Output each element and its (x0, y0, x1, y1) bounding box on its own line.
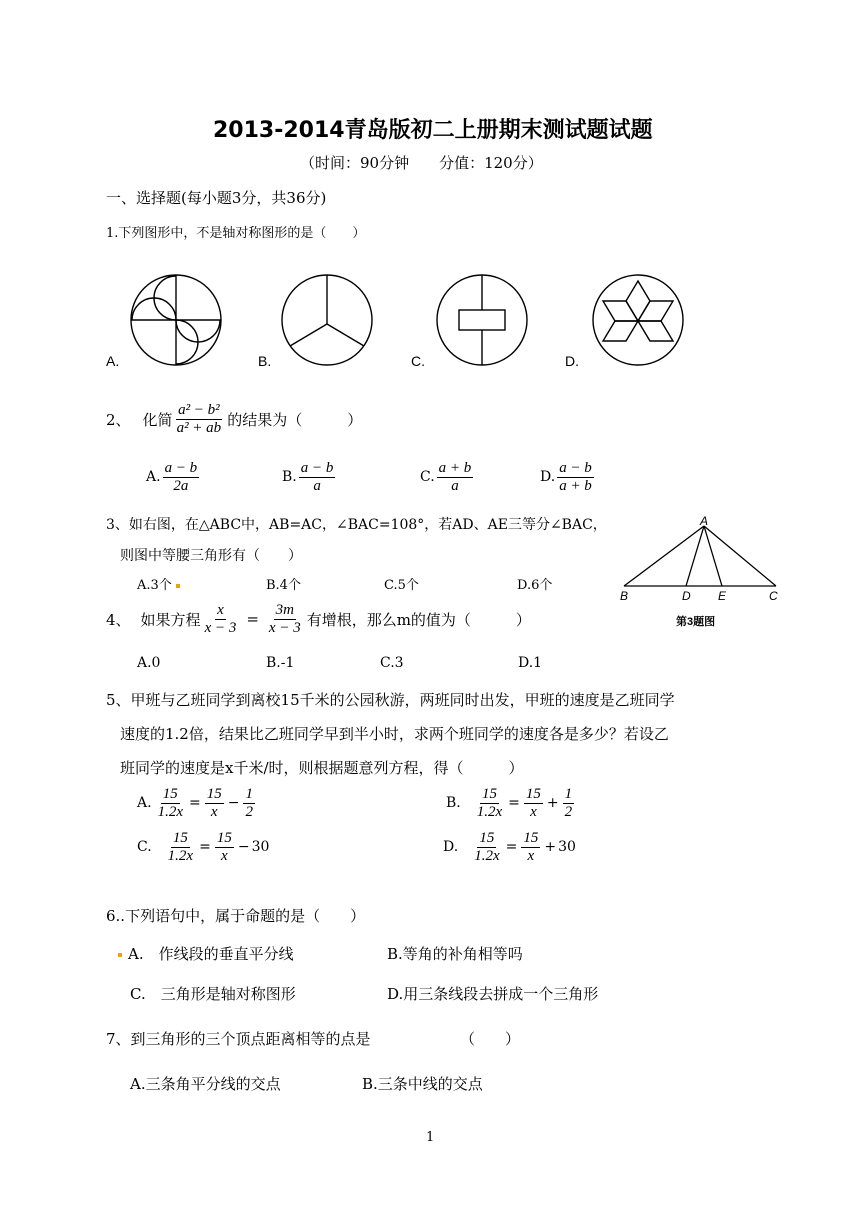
option-label: B. (446, 795, 461, 811)
figure-label-c: C. (411, 353, 425, 369)
question-7-answer-blank: （ ） (460, 1030, 521, 1048)
fraction-numerator: 15 (172, 830, 188, 846)
option-6d: D.用三条线段去拼成一个三角形 (387, 985, 599, 1003)
vertex-label-a: A (700, 514, 709, 528)
option-2b (282, 460, 337, 494)
option-6b: B.等角的补角相等吗 (387, 945, 523, 963)
question-5-line1: 5、甲班与乙班同学到离校15千米的公园秋游，两班同时出发，甲班的速度是乙班同学 (106, 691, 675, 709)
option-label: A. (137, 795, 152, 811)
question-3-stem: 3、如右图，在△ABC中，AB=AC，∠BAC=108°，若AD、AE三等分∠BAC， (106, 517, 607, 533)
fraction-numerator: a − b (559, 460, 592, 476)
question-5-line2: 速度的1.2倍，结果比乙班同学早到半小时，求两个班同学的速度各是多少？若设乙 (120, 725, 669, 743)
fraction-denominator: x (527, 847, 535, 864)
fraction-denominator: 2a (173, 477, 189, 494)
option-4d: D.1 (518, 655, 543, 671)
option-6a (118, 943, 294, 964)
fraction-denominator: 1.2x (157, 803, 183, 820)
fraction-numerator: 15 (525, 786, 541, 802)
fraction-numerator: a − b (300, 460, 334, 476)
marker-dot (118, 953, 122, 957)
section-heading: 一、选择题(每小题3分，共36分) (106, 189, 327, 207)
fraction-denominator: 2 (564, 803, 573, 820)
page-title: 2013-2014青岛版初二上册期末测试题试题 (213, 118, 653, 143)
question-5-line3: 班同学的速度是x千米/时，则根据题意列方程，得（ ） (120, 759, 524, 777)
question-2-fraction (175, 402, 224, 436)
option-7a: A.三条角平分线的交点 (130, 1075, 281, 1093)
equals-sign: = (246, 610, 259, 628)
question-2-pre: 化简 (142, 410, 173, 429)
question-4-stem (106, 602, 531, 636)
question-2-number: 2、 (106, 410, 131, 429)
fraction-numerator: 15 (523, 830, 539, 846)
operator: − (227, 795, 240, 811)
fraction-denominator: 1.2x (476, 803, 503, 820)
fraction-numerator: a² − b² (178, 402, 220, 418)
vertex-label-b: B (620, 589, 629, 603)
option-label: C. (420, 469, 435, 485)
question-2-post: 的结果为（ ） (227, 410, 363, 429)
fraction-denominator: a (313, 477, 321, 494)
question-2-stem (106, 402, 362, 436)
point-label-d: D (682, 589, 691, 603)
option-3a (137, 574, 180, 593)
option-text: A.3个 (137, 578, 172, 593)
option-text: A. 作线段的垂直平分线 (128, 945, 294, 963)
option-4a: A.0 (137, 655, 161, 671)
fraction-numerator: 1 (564, 786, 573, 802)
fraction-denominator: x − 3 (204, 619, 237, 636)
constant: 30 (251, 839, 270, 855)
question-4-pre: 如果方程 (140, 610, 201, 629)
option-label: C. (137, 839, 152, 855)
fraction-numerator: a + b (438, 460, 472, 476)
operator: + (544, 839, 557, 855)
fraction-numerator: 15 (206, 786, 222, 802)
fraction-numerator: x (217, 602, 224, 618)
figure-caption: 第3题图 (676, 616, 716, 628)
option-5d: D. $\frac{15}{1.2x}$ = $\frac{15}{x}$ + 30 (443, 830, 576, 864)
marker-dot (176, 584, 180, 588)
option-label: D. (540, 469, 556, 485)
option-2d (540, 460, 596, 494)
option-7b: B.三条中线的交点 (362, 1075, 483, 1093)
operator: − (237, 839, 250, 855)
fraction-denominator: x (220, 847, 228, 864)
option-label: B. (282, 469, 297, 485)
fraction-numerator: 15 (162, 786, 178, 802)
fraction-denominator: x (210, 803, 218, 820)
fraction-denominator: 1.2x (167, 847, 194, 864)
fraction-numerator: a − b (164, 460, 198, 476)
option-3b: B.4个 (266, 578, 301, 593)
option-4c: C.3 (380, 655, 404, 671)
figure-a-pinwheel (131, 275, 221, 365)
fraction-denominator: x (530, 803, 537, 820)
option-label: A. (146, 469, 161, 485)
point-label-e: E (718, 589, 727, 603)
fraction-denominator: a + b (559, 477, 592, 494)
option-6c: C. 三角形是轴对称图形 (130, 985, 296, 1003)
fraction-numerator: 1 (245, 786, 253, 802)
figure-b-three-sectors (282, 275, 372, 365)
option-label: D. (443, 839, 459, 855)
question-6-stem: 6..下列语句中，属于命题的是（ ） (106, 907, 366, 925)
option-5c: C. $\frac{15}{1.2x}$ = $\frac{15}{x}$ − 30 (137, 830, 270, 864)
option-5b: B. $\frac{15}{1.2x}$ = $\frac{15}{x}$ + $\frac{1}{2}$ (446, 786, 573, 820)
fraction-denominator: x − 3 (268, 619, 301, 636)
fraction-numerator: 3m (275, 602, 294, 618)
option-5a: A. $\frac{15}{1.2x}$ = $\frac{15}{x}$ − $\frac{1}{2}$ (137, 786, 253, 820)
fraction-numerator: 15 (481, 786, 497, 802)
question-1-stem: 1.下列图形中，不是轴对称图形的是（ ） (106, 226, 366, 241)
question-7-stem: 7、到三角形的三个顶点距离相等的点是 (106, 1030, 371, 1048)
figure-d-three-diamonds (593, 275, 683, 365)
fraction-denominator: a (451, 477, 459, 494)
figure-c-rectangle (437, 275, 527, 365)
figure-label-b: B. (258, 353, 272, 369)
question-3-line2: 则图中等腰三角形有（ ） (120, 548, 302, 564)
page-number: 1 (426, 1130, 435, 1145)
option-3c: C.5个 (384, 578, 419, 593)
question-3-triangle-figure (614, 514, 784, 632)
fraction-denominator: a² + ab (176, 419, 222, 436)
option-2c (420, 460, 475, 494)
option-3d: D.6个 (517, 578, 553, 593)
figure-label-d: D. (565, 353, 579, 369)
fraction-numerator: 15 (479, 830, 495, 846)
question-4-number: 4、 (106, 610, 131, 629)
option-4b: B.-1 (266, 655, 295, 671)
question-4-post: 有增根，那么m的值为（ ） (306, 610, 531, 629)
constant: 30 (558, 839, 576, 855)
figure-label-a: A. (106, 353, 120, 369)
exam-info: （时间：90分钟 分值：120分） (300, 154, 543, 172)
vertex-label-c: C (769, 589, 778, 603)
fraction-numerator: 15 (216, 830, 232, 846)
fraction-denominator: 2 (245, 803, 253, 820)
fraction-denominator: 1.2x (474, 847, 500, 864)
option-2a (146, 460, 201, 494)
operator: + (546, 795, 559, 811)
